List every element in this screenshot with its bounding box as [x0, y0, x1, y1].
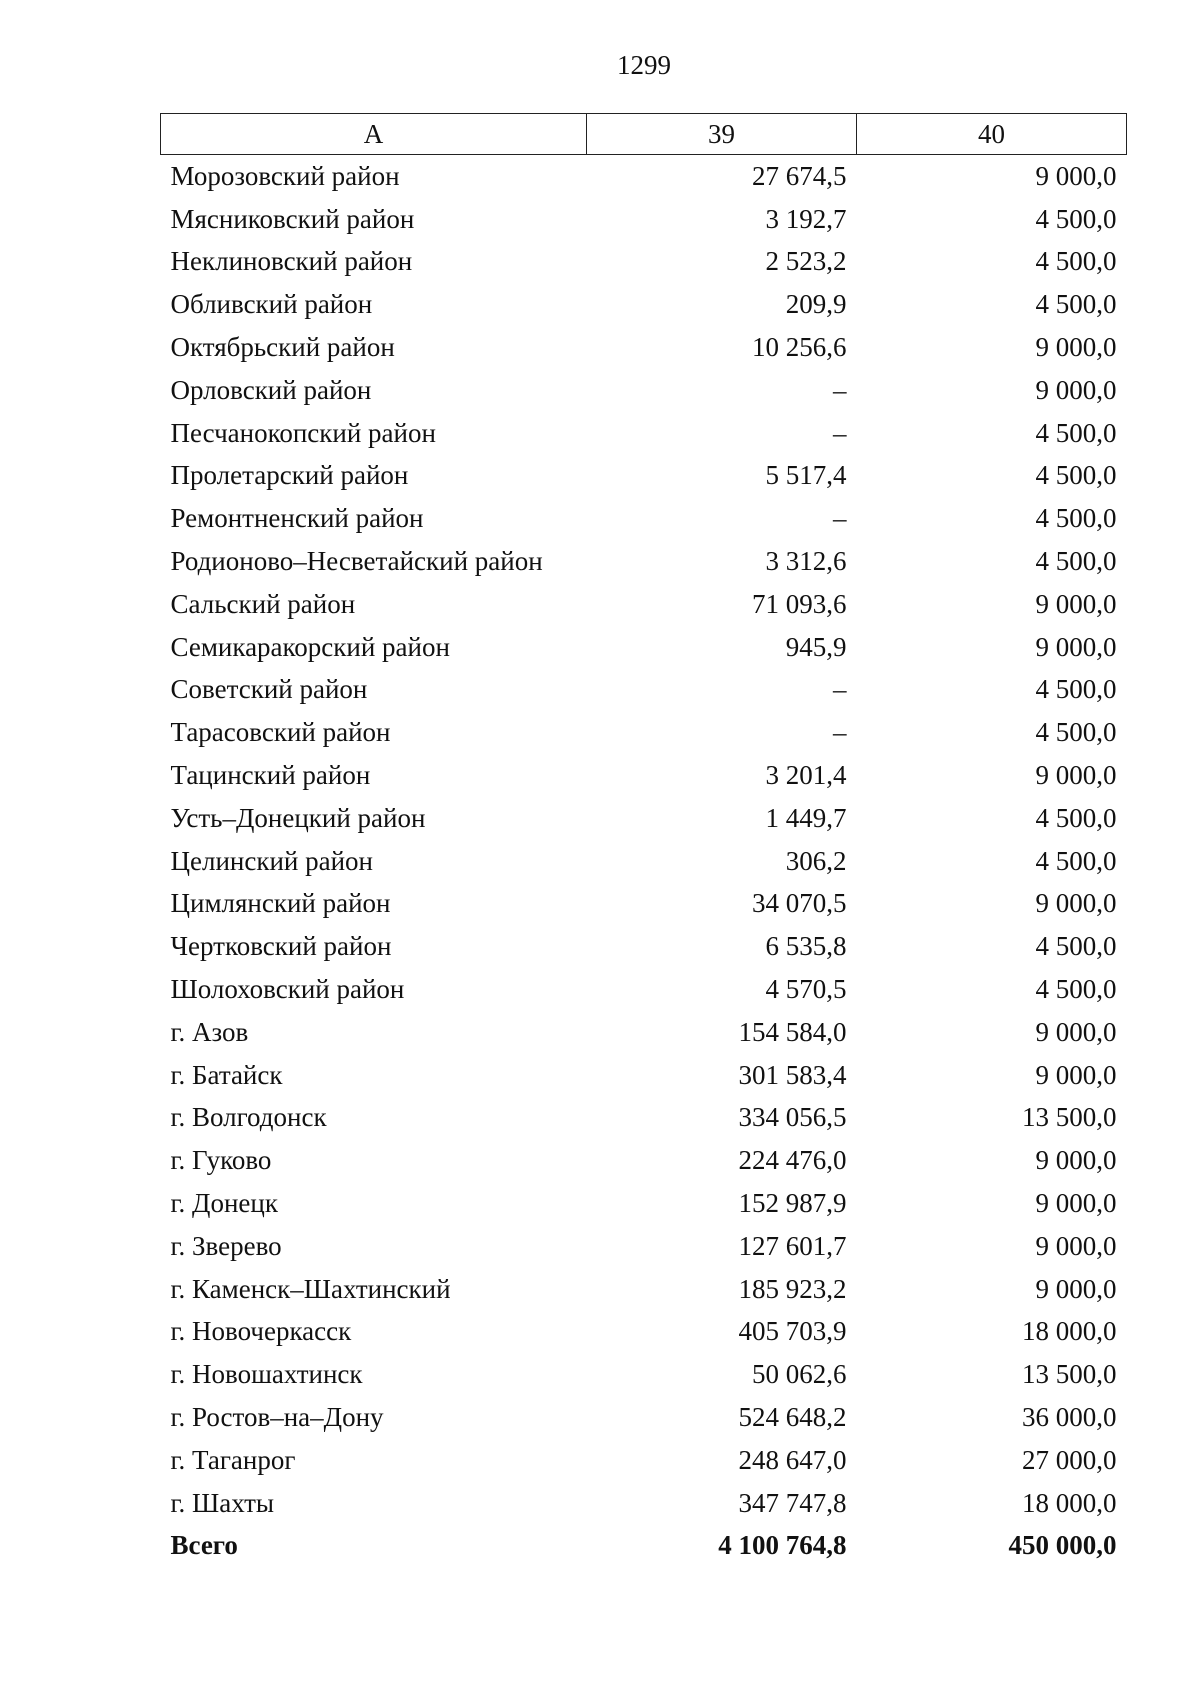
row-value-40-cell: 4 500,0 [1035, 717, 1117, 748]
row-value-39-cell: 301 583,4 [738, 1059, 847, 1090]
total-row [161, 1525, 1127, 1568]
table-row [161, 1097, 1127, 1140]
row-value-39-cell: 71 093,6 [752, 588, 847, 619]
row-value-40-cell: 4 500,0 [1035, 460, 1117, 491]
table-row [161, 412, 1127, 455]
row-value-40-cell: 9 000,0 [1035, 888, 1117, 919]
row-name-cell: Шолоховский район [170, 974, 405, 1005]
row-name-cell: Октябрьский район [170, 332, 395, 363]
row-value-39-cell: 5 517,4 [765, 460, 847, 491]
row-value-39-cell: 50 062,6 [752, 1359, 847, 1390]
row-name-cell: г. Ростов–на–Дону [170, 1402, 384, 1432]
row-value-40-cell: 13 500,0 [1022, 1102, 1117, 1133]
table-row [161, 497, 1127, 540]
row-value-40-cell: 27 000,0 [1022, 1444, 1117, 1475]
row-value-39-cell: – [833, 374, 847, 405]
row-name-cell: г. Азов [170, 1016, 249, 1047]
row-value-39-cell: 127 601,7 [738, 1230, 847, 1261]
row-name-cell: Родионово–Несветайский район [170, 546, 543, 577]
header-cell-40: 40 [857, 114, 1127, 155]
row-value-40-cell: 13 500,0 [1022, 1359, 1117, 1390]
row-name-cell: Тацинский район [170, 760, 371, 791]
table-row [161, 1482, 1127, 1525]
row-value-39-cell: 10 256,6 [752, 332, 847, 363]
row-value-39-cell: 306,2 [785, 845, 847, 876]
data-table [160, 113, 1127, 1567]
row-value-39-cell: 1 449,7 [765, 802, 847, 833]
row-value-40-cell: 9 000,0 [1035, 631, 1117, 662]
table-row [161, 883, 1127, 926]
row-name-cell: г. Батайск [170, 1059, 283, 1090]
row-value-40-cell: 9 000,0 [1035, 374, 1117, 405]
row-name-cell: г. Таганрог [170, 1444, 296, 1475]
table-row [161, 583, 1127, 626]
table-row [161, 369, 1127, 412]
row-name-cell: Морозовский район [170, 160, 400, 191]
row-value-39-cell: 209,9 [785, 289, 847, 320]
table-row [161, 754, 1127, 797]
row-value-39-cell: 334 056,5 [738, 1102, 847, 1133]
table-row [161, 241, 1127, 284]
row-value-39-cell: 4 570,5 [765, 974, 847, 1005]
row-value-40-cell: 9 000,0 [1035, 1273, 1117, 1304]
row-value-40-cell: 4 500,0 [1035, 931, 1117, 962]
table-row [161, 1182, 1127, 1225]
row-name-cell: Советский район [170, 674, 368, 705]
row-value-39-cell: – [833, 503, 847, 534]
table-row [161, 1353, 1127, 1396]
table-row [161, 155, 1127, 198]
table-body [161, 155, 1127, 1568]
row-name-cell: Усть–Донецкий район [170, 802, 426, 833]
row-value-39-cell: – [833, 674, 847, 705]
row-name-cell: г. Волгодонск [170, 1102, 327, 1133]
table-header [161, 114, 1127, 155]
row-name-cell: Цимлянский район [170, 888, 391, 919]
row-value-39-cell: – [833, 417, 847, 448]
table-row [161, 1268, 1127, 1311]
row-value-40-cell: 36 000,0 [1022, 1402, 1117, 1432]
table-row [161, 968, 1127, 1011]
row-value-40-cell: 4 500,0 [1035, 246, 1117, 277]
table-row [161, 1396, 1127, 1439]
row-name-cell: г. Гуково [170, 1145, 272, 1176]
table-row [161, 797, 1127, 840]
row-name-cell: Семикаракорский район [170, 631, 450, 662]
row-value-39-cell: 347 747,8 [738, 1487, 847, 1518]
row-name-cell: г. Каменск–Шахтинский [170, 1273, 451, 1304]
table-row [161, 1054, 1127, 1097]
table-row [161, 326, 1127, 369]
table-row [161, 711, 1127, 754]
row-value-40-cell: 4 500,0 [1035, 503, 1117, 534]
row-value-40-cell: 9 000,0 [1035, 588, 1117, 619]
row-name-cell: Тарасовский район [170, 717, 391, 748]
row-value-40-cell: 9 000,0 [1035, 1059, 1117, 1090]
row-value-40-cell: 9 000,0 [1035, 332, 1117, 363]
table-row [161, 198, 1127, 241]
table-row [161, 669, 1127, 712]
row-value-40-cell: 9 000,0 [1035, 1145, 1117, 1176]
row-name-cell: Сальский район [170, 588, 356, 619]
table-row [161, 1311, 1127, 1354]
row-name-cell: г. Шахты [170, 1487, 275, 1518]
header-cell-39: 39 [587, 114, 857, 155]
row-value-39-cell: 6 535,8 [765, 931, 847, 962]
row-value-40-cell: 9 000,0 [1035, 160, 1117, 191]
row-name-cell: Чертковский район [170, 931, 392, 962]
row-name-cell: Пролетарский район [170, 460, 409, 491]
total-value-40-cell: 450 000,0 [1008, 1530, 1117, 1561]
row-name-cell: Обливский район [170, 289, 373, 320]
table-row [161, 1139, 1127, 1182]
row-value-40-cell: 4 500,0 [1035, 203, 1117, 234]
total-value-39-cell: 4 100 764,8 [718, 1530, 847, 1561]
row-value-39-cell: 248 647,0 [738, 1444, 847, 1475]
row-name-cell: г. Новочеркасск [170, 1316, 352, 1347]
row-name-cell: г. Новошахтинск [170, 1359, 363, 1390]
row-name-cell: Ремонтненский район [170, 503, 424, 534]
table-row [161, 1225, 1127, 1268]
row-value-39-cell: 224 476,0 [738, 1145, 847, 1176]
table-row [161, 1439, 1127, 1482]
row-name-cell: г. Зверево [170, 1230, 282, 1261]
row-value-40-cell: 9 000,0 [1035, 1230, 1117, 1261]
row-name-cell: Орловский район [170, 374, 372, 405]
row-value-40-cell: 4 500,0 [1035, 802, 1117, 833]
table-row [161, 540, 1127, 583]
row-value-39-cell: 2 523,2 [765, 246, 847, 277]
row-value-40-cell: 4 500,0 [1035, 974, 1117, 1005]
row-value-40-cell: 18 000,0 [1022, 1316, 1117, 1347]
header-cell-a: А [161, 114, 587, 155]
row-value-39-cell: 152 987,9 [738, 1188, 847, 1219]
row-name-cell: Неклиновский район [170, 246, 413, 277]
row-value-40-cell: 4 500,0 [1035, 546, 1117, 577]
row-value-39-cell: 405 703,9 [738, 1316, 847, 1347]
row-name-cell: Мясниковский район [170, 203, 415, 234]
row-value-40-cell: 9 000,0 [1035, 1188, 1117, 1219]
row-value-40-cell: 4 500,0 [1035, 845, 1117, 876]
row-value-40-cell: 18 000,0 [1022, 1487, 1117, 1518]
row-value-39-cell: – [833, 717, 847, 748]
table-row [161, 283, 1127, 326]
row-name-cell: г. Донецк [170, 1188, 278, 1219]
row-value-39-cell: 3 312,6 [765, 546, 847, 577]
row-value-39-cell: 27 674,5 [752, 160, 847, 191]
row-value-40-cell: 4 500,0 [1035, 417, 1117, 448]
row-value-39-cell: 185 923,2 [738, 1273, 847, 1304]
row-value-39-cell: 154 584,0 [738, 1016, 847, 1047]
row-name-cell: Целинский район [170, 845, 373, 876]
total-name-cell: Всего [170, 1530, 238, 1561]
row-value-39-cell: 34 070,5 [752, 888, 847, 919]
row-value-39-cell: 524 648,2 [738, 1402, 847, 1432]
row-value-39-cell: 3 201,4 [765, 760, 847, 791]
row-value-40-cell: 4 500,0 [1035, 674, 1117, 705]
row-value-39-cell: 945,9 [785, 631, 847, 662]
row-value-40-cell: 4 500,0 [1035, 289, 1117, 320]
table-row [161, 626, 1127, 669]
table-row [161, 455, 1127, 498]
row-value-40-cell: 9 000,0 [1035, 760, 1117, 791]
row-value-39-cell: 3 192,7 [765, 203, 847, 234]
table-row [161, 925, 1127, 968]
page-number: 1299 [617, 50, 671, 80]
table-row [161, 1011, 1127, 1054]
table-row [161, 840, 1127, 883]
row-name-cell: Песчанокопский район [170, 417, 436, 448]
row-value-40-cell: 9 000,0 [1035, 1016, 1117, 1047]
header-row [161, 114, 1127, 155]
